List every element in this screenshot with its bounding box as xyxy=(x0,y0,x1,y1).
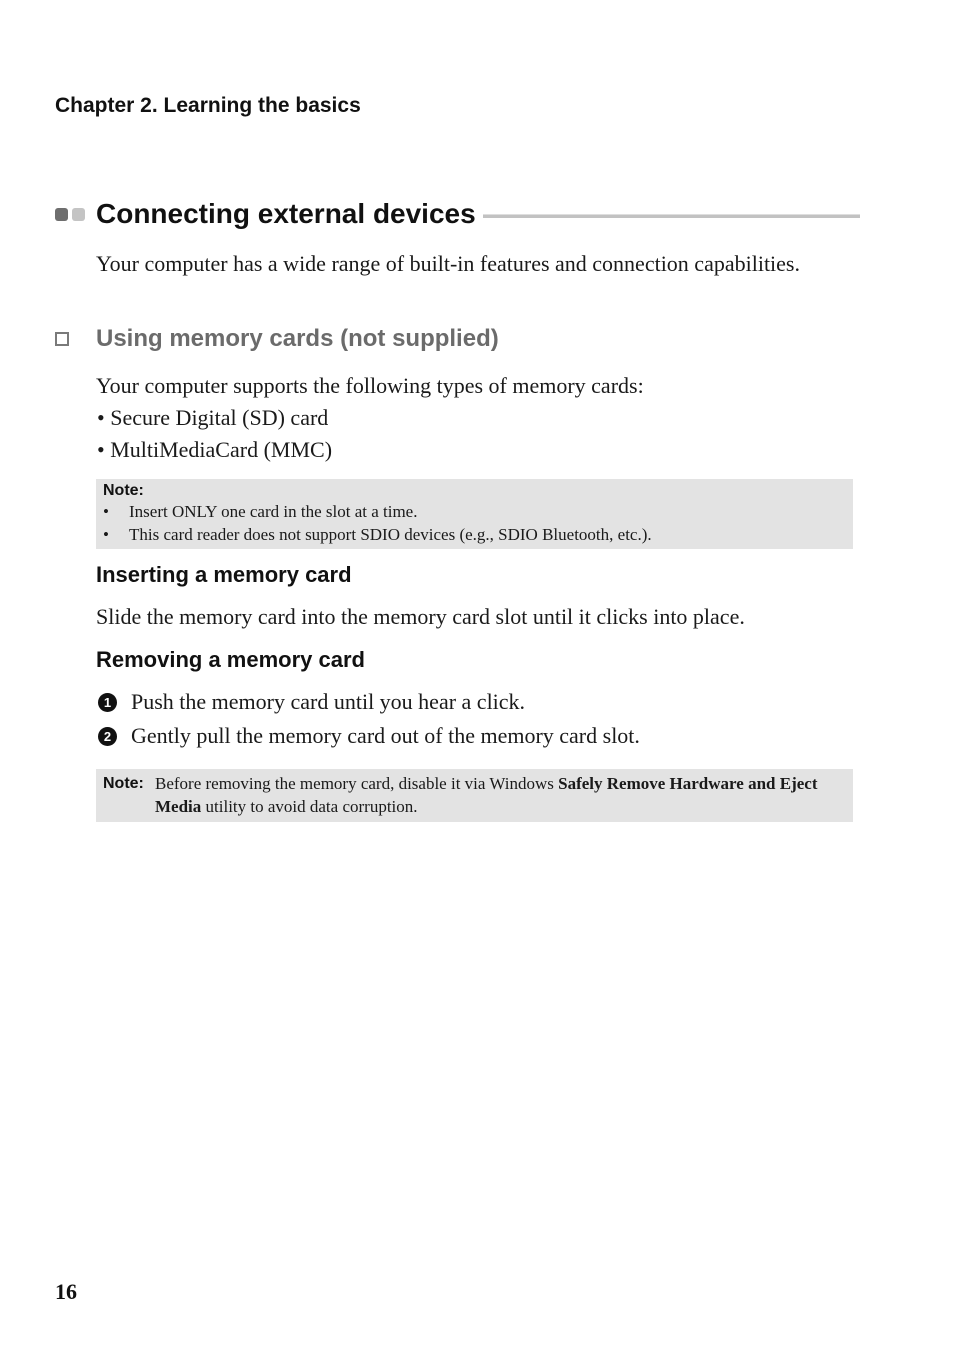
note-item-text: This card reader does not support SDIO devices (e.g., SDIO Bluetooth, etc.). xyxy=(129,525,652,544)
heading-square-light-icon xyxy=(72,208,85,221)
list-item: • Secure Digital (SD) card xyxy=(97,405,329,430)
note-text xyxy=(155,772,846,822)
removing-heading: Removing a memory card xyxy=(96,647,365,672)
note-box-removing xyxy=(96,769,853,822)
square-bullet-icon xyxy=(55,332,69,346)
step-text: Gently pull the memory card out of the memory card slot. xyxy=(131,723,640,748)
inserting-text: Slide the memory card into the memory card slot until it clicks into place. xyxy=(96,604,745,629)
note-text-after: utility to avoid data corruption. xyxy=(201,797,418,816)
section-title: Connecting external devices xyxy=(96,198,476,229)
note-item-text: Insert ONLY one card in the slot at a time. xyxy=(129,502,418,521)
note-item xyxy=(103,523,846,546)
step-text: Push the memory card until you hear a click. xyxy=(131,689,526,714)
section-intro: Your computer has a wide range of built-in features and connection capabilities. xyxy=(96,251,800,276)
note-box-memory-types xyxy=(96,479,853,549)
section-heading xyxy=(55,196,860,232)
note-bullet: • xyxy=(103,502,109,521)
heading-rule xyxy=(483,214,860,218)
note-bullet: • xyxy=(103,525,109,544)
note-item xyxy=(103,500,846,523)
step-number-icon: 2 xyxy=(98,727,117,746)
chapter-header: Chapter 2. Learning the basics xyxy=(55,94,361,117)
note-bold-2: and Eject Media xyxy=(155,774,818,816)
step-number-icon: 1 xyxy=(98,693,117,712)
memory-cards-heading-text: Using memory cards (not supplied) xyxy=(96,325,499,352)
page-number: 16 xyxy=(55,1279,77,1304)
inserting-heading: Inserting a memory card xyxy=(96,562,352,587)
note-bold-1: Safely Remove Hardware xyxy=(558,774,744,793)
heading-square-dark-icon xyxy=(55,208,68,221)
step-2 xyxy=(98,723,640,749)
memory-cards-intro: Your computer supports the following types of memory cards: xyxy=(96,373,644,398)
list-item: • MultiMediaCard (MMC) xyxy=(97,437,333,462)
note-label: Note: xyxy=(103,775,144,792)
step-1 xyxy=(98,689,525,715)
note-text-before: Before removing the memory card, disable it via Windows xyxy=(155,774,559,793)
memory-cards-heading xyxy=(55,325,499,353)
note-label: Note: xyxy=(103,482,144,499)
